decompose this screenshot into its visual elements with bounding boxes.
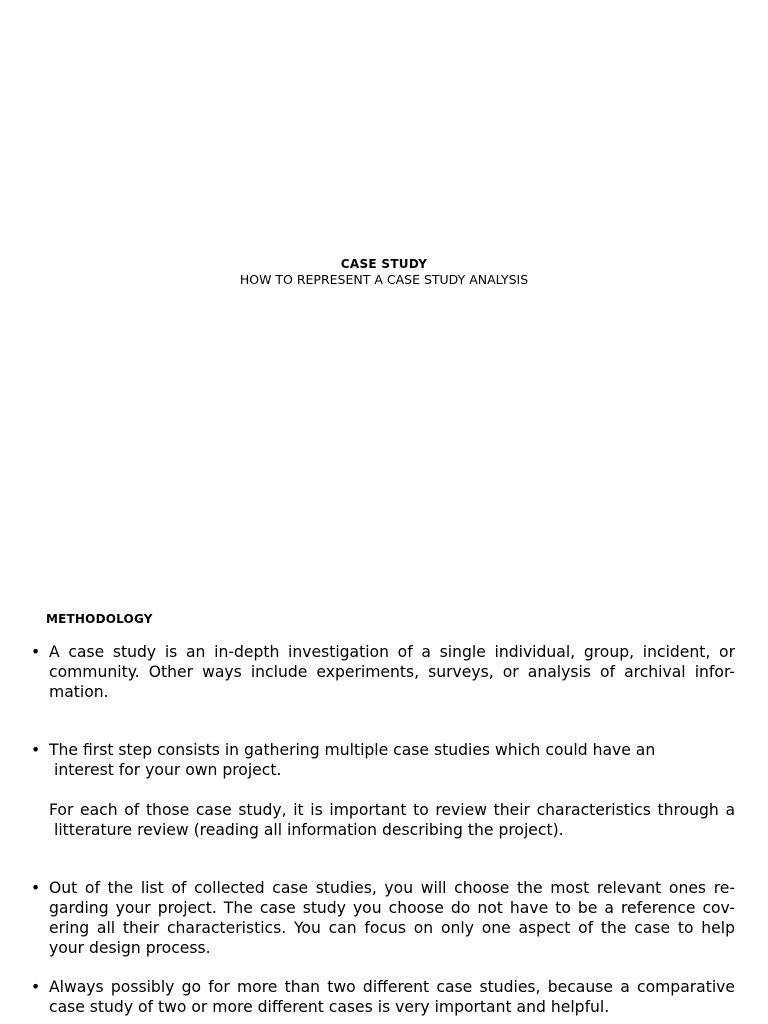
bullet-line: your design process. [49,938,211,957]
bullet-line: interest for your own project. [54,761,282,780]
bullet-line: Out of the list of collected case studies, you will choose the most relevant ones re- [49,879,735,898]
title-block [0,256,768,288]
bullet-dot: • [31,879,41,898]
section-heading-methodology: METHODOLOGY [46,612,153,626]
bullet-text [49,978,735,1018]
bullet-dot: • [31,643,41,661]
bullet-line: community. Other ways include experiments, surveys, or analysis of archival infor- [49,662,735,681]
bullet-line: ering all their characteristics. You can focus on only one aspect of the case to help [49,918,735,937]
bullet-item [0,879,735,958]
bullet-line: For each of those case study, it is important to review their characteristics through a [49,800,735,819]
bullet-item [0,741,735,840]
document-title: CASE STUDY [340,257,428,271]
bullet-item [0,643,735,702]
bullet-line: case study of two or more different cases is very important and helpful. [49,998,610,1017]
bullet-line: litterature review (reading all information describing the project). [54,820,564,839]
bullet-list [0,643,768,1018]
document-subtitle: HOW TO REPRESENT A CASE STUDY ANALYSIS [239,272,529,287]
bullet-line: mation. [49,682,109,701]
bullet-line: garding your project. The case study you choose do not have to be a reference cov- [49,899,735,918]
paragraph-gap [49,781,735,801]
bullet-line: Always possibly go for more than two different case studies, because a comparative [49,978,735,997]
bullet-line: The first step consists in gathering multiple case studies which could have an [49,741,656,760]
bullet-dot: • [31,978,41,997]
bullet-line: A case study is an in-depth investigation of a single individual, group, incident, or [49,643,735,661]
bullet-text [49,741,735,840]
bullet-dot: • [31,741,41,760]
bullet-text [49,879,735,958]
bullet-item [0,978,735,1018]
bullet-text [49,643,735,702]
